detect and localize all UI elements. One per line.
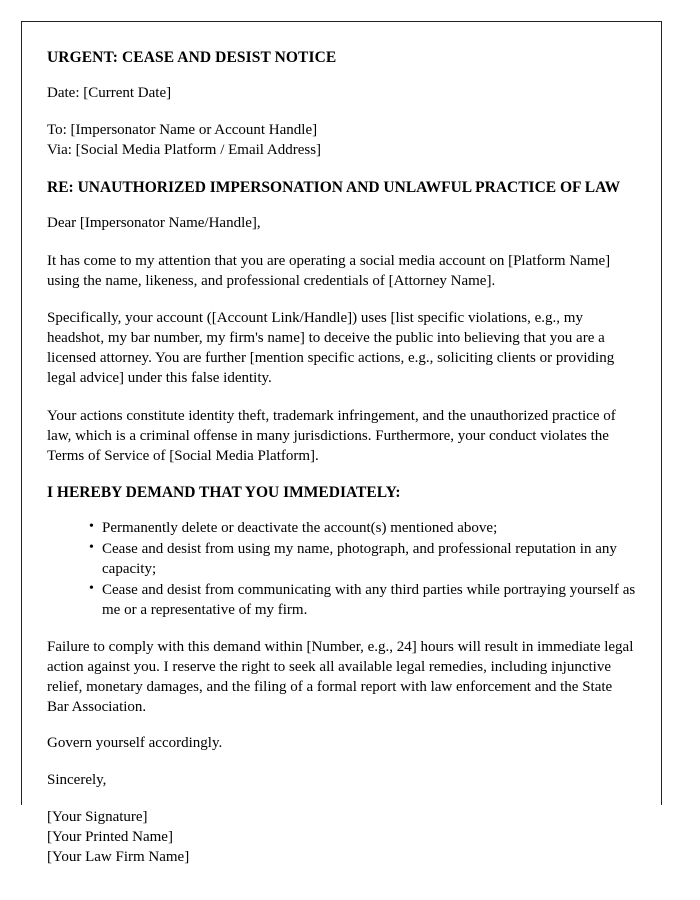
list-item: • Cease and desist from communicating with any third parties while portraying yourself as me or a representative of my firm. (89, 580, 637, 620)
signature-block (47, 808, 637, 868)
firm-name-placeholder: [Your Law Firm Name] (47, 849, 190, 866)
consequence-paragraph: Failure to comply with this demand within [Number, e.g., 24] hours will result in immediate legal action against you. I reserve the right to seek all available legal remedies, including injunctive relief, monetary damages, and the filing of a formal report with law enforcement and the State Bar Association. (47, 639, 634, 716)
page-title: URGENT: CEASE AND DESIST NOTICE (47, 49, 337, 66)
salutation-line: Dear [Impersonator Name/Handle], (47, 215, 261, 232)
govern-line: Govern yourself accordingly. (47, 735, 223, 752)
document-body (22, 22, 661, 868)
printed-name-placeholder: [Your Printed Name] (47, 829, 173, 846)
subject-heading: RE: UNAUTHORIZED IMPERSONATION AND UNLAWFUL PRACTICE OF LAW (47, 179, 621, 197)
sincerely-line: Sincerely, (47, 772, 107, 789)
signature-placeholder: [Your Signature] (47, 809, 148, 826)
recipient-block (47, 121, 637, 161)
list-item: • Permanently delete or deactivate the account(s) mentioned above; (89, 518, 637, 538)
demand-list (47, 518, 637, 620)
body-paragraph-1: It has come to my attention that you are operating a social media account on [Platform Name] using the name, likeness, and professional credentials of [Attorney Name]. (47, 252, 611, 290)
date-line: Date: [Current Date] (47, 85, 172, 102)
demand-heading: I HEREBY DEMAND THAT YOU IMMEDIATELY: (47, 483, 401, 501)
body-paragraph-2: Specifically, your account ([Account Link/Handle]) uses [list specific violations, e.g., my headshot, my bar number, my firm's name] to deceive the public into believing that you are a licensed attorney. You are further [mention specific actions, e.g., soliciting clients or providing legal advice] under this false identity. (47, 310, 615, 387)
document-page (21, 21, 662, 866)
to-line: To: [Impersonator Name or Account Handle] (47, 122, 318, 139)
via-line: Via: [Social Media Platform / Email Address] (47, 142, 322, 159)
body-paragraph-3: Your actions constitute identity theft, trademark infringement, and the unauthorized practice of law, which is a criminal offense in many jurisdictions. Furthermore, your conduct violates the Terms of Service of [Social Media Platform]. (47, 407, 616, 464)
list-item: • Cease and desist from using my name, photograph, and professional reputation in any capacity; (89, 539, 637, 579)
